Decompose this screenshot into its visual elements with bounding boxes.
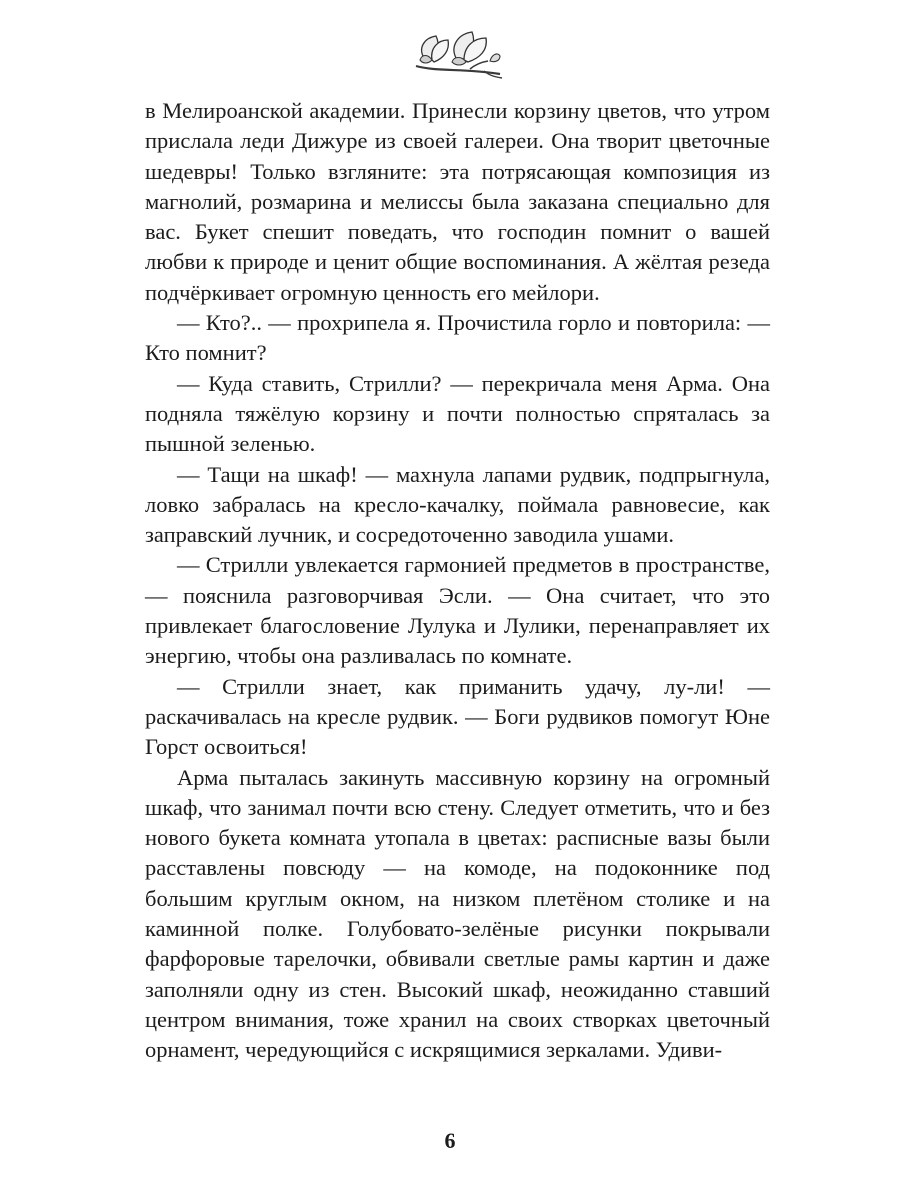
paragraph: — Стрилли увлекается гармонией предметов в пространстве, — пояснила разговорчивая Эсли. — Она считает, что это привлекает благословение Лулука и Лулики, перенаправляет их энергию, чтобы она разливалась по комнате. (145, 552, 770, 669)
paragraph: — Кто?.. — прохрипела я. Прочистила горло и повторила: — Кто помнит? (145, 310, 770, 366)
body-text (145, 96, 770, 1066)
paragraph: в Мелироанской академии. Принесли корзину цветов, что утром прислала леди Дижуре из своей галереи. Она творит цветочные шедевры! Только взгляните: эта потрясающая композиция из магнолий, розмарина и мелиссы была заказана специально для вас. Букет спешит поведать, что господин помнит о вашей любви к природе и ценит общие воспоминания. А жёлтая резеда подчёркивает огромную ценность его мейлори. (145, 98, 770, 305)
paragraph: Арма пыталась закинуть массивную корзину на огромный шкаф, что занимал почти всю стену. Следует отметить, что и без нового букета комната утопала в цветах: расписные вазы были расставлены повсюду — на комоде, на подоконнике под большим круглым окном, на низком плетёном столике и на каминной полке. Голубовато-зелёные рисунки покрывали фарфоровые тарелочки, обвивали светлые рамы картин и даже заполняли одну из стен. Высокий шкаф, неожиданно ставший центром внимания, тоже хранил на своих створках цветочный орнамент, чередующийся с искрящимися зеркалами. Удиви- (145, 764, 770, 1063)
paragraph: — Стрилли знает, как приманить удачу, лу-ли! — раскачивалась на кресле рудвик. — Боги рудвиков помогут Юне Горст освоиться! (145, 673, 770, 760)
page-number: 6 (444, 1128, 456, 1153)
magnolia-branch-icon (410, 28, 506, 80)
paragraph: — Куда ставить, Стрилли? — перекричала меня Арма. Она подняла тяжёлую корзину и почти полностью спряталась за пышной зеленью. (145, 370, 770, 457)
paragraph: — Тащи на шкаф! — махнула лапами рудвик, подпрыгнула, ловко забралась на кресло-качалку, поймала равновесие, как заправский лучник, и сосредоточенно заводила ушами. (145, 461, 770, 548)
